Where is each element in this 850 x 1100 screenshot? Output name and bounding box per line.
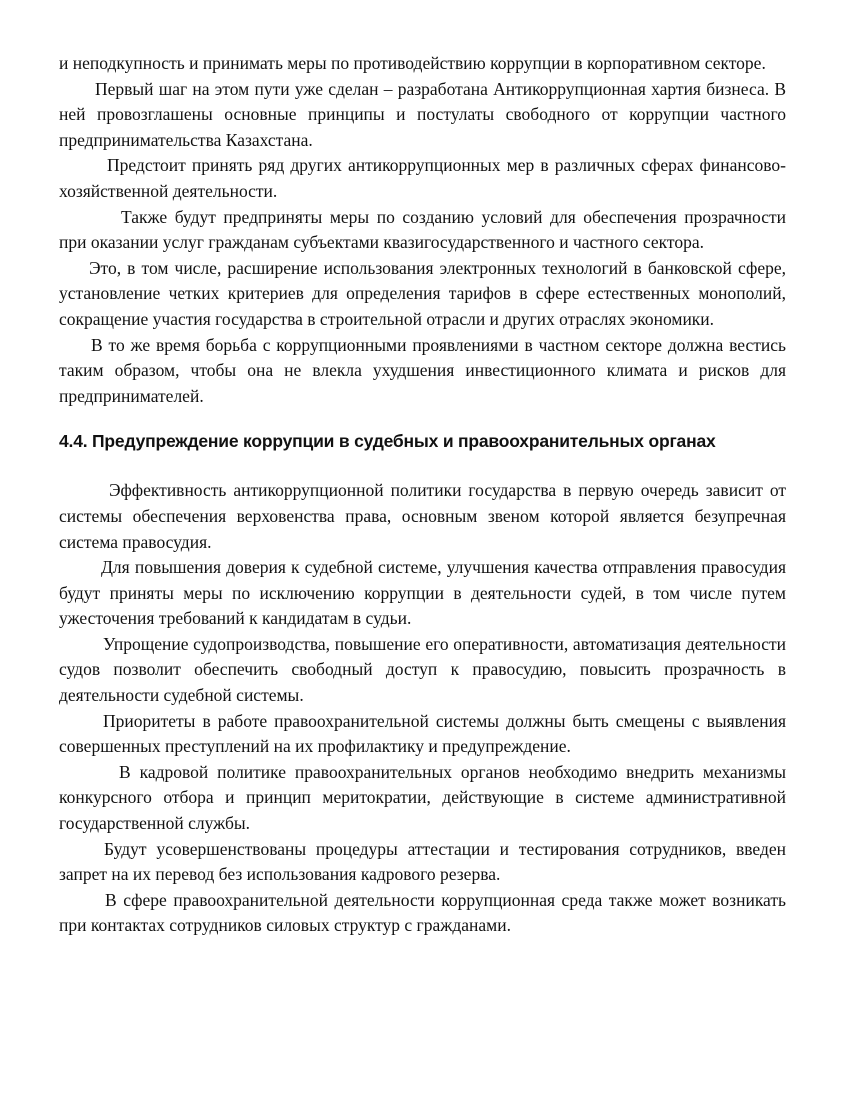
paragraph: В то же время борьба с коррупционными проявлениями в частном секторе должна вестись таким образом, чтобы она не влекла ухудшения инвестиционного климата и рисков для предпринимателей.	[59, 334, 786, 406]
paragraph: Для повышения доверия к судебной системе, улучшения качества отправления правосудия будут приняты меры по исключению коррупции в деятельности судей, в том числе путем ужесточения требований к кандидатам в судьи.	[59, 557, 786, 629]
section-heading: 4.4. Предупреждение коррупции в судебных и правоохранительных органах	[59, 431, 716, 452]
paragraph: Будут усовершенствованы процедуры аттестации и тестирования сотрудников, введен запрет на их перевод без использования кадрового резерва.	[59, 838, 786, 885]
paragraph: Также будут предприняты меры по созданию условий для обеспечения прозрачности при оказании услуг гражданам субъектами квазигосударственного и частного сектора.	[59, 206, 786, 253]
paragraph: Приоритеты в работе правоохранительной системы должны быть смещены с выявления совершенных преступлений на их профилактику и предупреждение.	[59, 710, 786, 757]
document-page	[59, 51, 786, 939]
paragraph: и неподкупность и принимать меры по противодействию коррупции в корпоративном секторе.	[59, 53, 766, 73]
paragraph: В сфере правоохранительной деятельности коррупционная среда также может возникать при контактах сотрудников силовых структур с гражданами.	[59, 889, 786, 936]
paragraph: Упрощение судопроизводства, повышение его оперативности, автоматизация деятельности судов позволит обеспечить свободный доступ к правосудию, повысить прозрачность в деятельности судебной системы.	[59, 633, 786, 706]
paragraph: Первый шаг на этом пути уже сделан – разработана Антикоррупционная хартия бизнеса. В ней провозглашены основные принципы и постулаты свободного от коррупции частного предпринимательства Казахстана.	[59, 78, 786, 150]
paragraph: Эффективность антикоррупционной политики государства в первую очередь зависит от системы обеспечения верховенства права, основным звеном которой является безупречная система правосудия.	[59, 480, 786, 552]
paragraph: В кадровой политике правоохранительных органов необходимо внедрить механизмы конкурсного отбора и принцип меритократии, действующие в системе административной государственной службы.	[59, 761, 786, 834]
paragraph: Предстоит принять ряд других антикоррупционных мер в различных сферах финансово-хозяйственной деятельности.	[59, 155, 786, 201]
paragraph: Это, в том числе, расширение использования электронных технологий в банковской сфере, установление четких критериев для определения тарифов в сфере естественных монополий, сокращение участия государства в строительной отрасли и других отраслях экономики.	[59, 257, 786, 329]
